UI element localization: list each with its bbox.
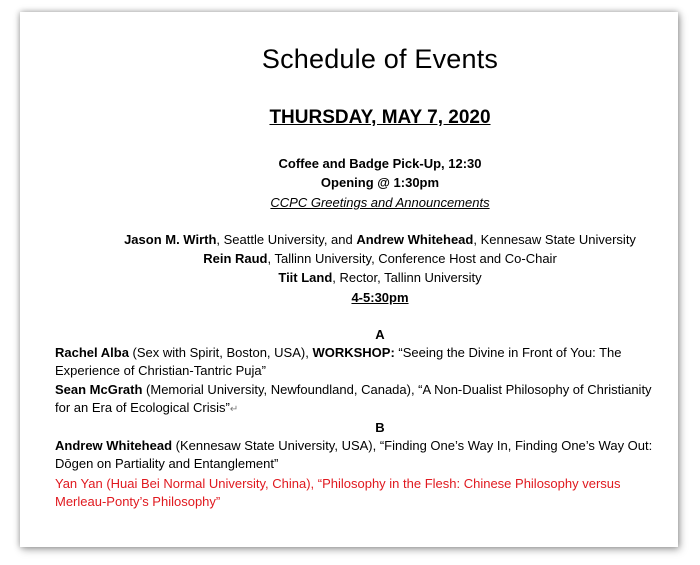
session-b-label: B [375, 420, 385, 435]
speaker-affiliation: , Tallinn University, Conference Host and Co-Chair [267, 251, 557, 266]
speaker-affiliation: , Rector, Tallinn University [332, 270, 482, 285]
speaker-name: Jason M. Wirth [124, 232, 217, 247]
talk-b1 [55, 437, 655, 473]
speaker-name: Andrew Whitehead [356, 232, 474, 247]
speaker-name: Sean McGrath [55, 382, 143, 397]
time-slot: 4-5:30pm [351, 290, 409, 305]
page-title: Schedule of Events [261, 44, 499, 74]
date-heading: THURSDAY, MAY 7, 2020 [269, 107, 491, 128]
speaker-name: Andrew Whitehead [55, 438, 173, 453]
speaker-name: Rein Raud [203, 251, 268, 266]
talk-detail: (Memorial University, Newfoundland, Canada), “A Non-Dualist Philosophy of Christianity for an Era of Ecological Crisis” [55, 382, 652, 415]
talk-a2 [55, 381, 655, 419]
talk-type: WORKSHOP: [312, 345, 395, 360]
talk-a1 [55, 344, 655, 380]
speaker-name: Tiit Land [278, 270, 333, 285]
opening-line: Opening @ 1:30pm [320, 175, 440, 190]
speaker-line-1 [55, 231, 700, 249]
speaker-affiliation: , Seattle University, and [216, 232, 357, 247]
talk-affiliation: (Sex with Spirit, Boston, USA), [128, 345, 313, 360]
speaker-affiliation: , Kennesaw State University [473, 232, 636, 247]
coffee-line: Coffee and Badge Pick-Up, 12:30 [278, 156, 482, 171]
session-a-label: A [375, 327, 385, 342]
talk-b2: Yan Yan (Huai Bei Normal University, China), “Philosophy in the Flesh: Chinese Philosophy versus Merleau-Ponty’s Philosophy” [55, 476, 621, 509]
speaker-line-3 [55, 269, 700, 287]
speaker-name: Rachel Alba [55, 345, 129, 360]
talk-title: “Seeing the Divine in Front of You: The Experience of Christian-Tantric Puja” [55, 345, 622, 378]
paragraph-mark: ↵ [229, 404, 239, 415]
talk-detail: (Kennesaw State University, USA), “Finding One’s Way In, Finding One’s Way Out: Dōgen on Partiality and Entanglement” [55, 438, 653, 471]
speaker-line-2 [55, 250, 700, 268]
document-page [20, 12, 678, 547]
greetings-line: CCPC Greetings and Announcements [270, 195, 490, 210]
